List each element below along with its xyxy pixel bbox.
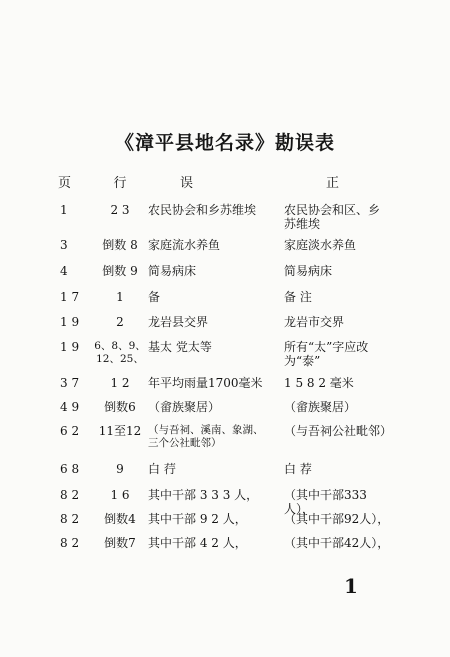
row-line: 倒数 8 bbox=[102, 238, 138, 252]
row-line: 倒数7 bbox=[104, 536, 136, 550]
row-wrong: 其中干部 4 2 人， bbox=[148, 536, 247, 550]
row-wrong: 龙岩县交界 bbox=[148, 315, 209, 329]
row-line: 2 3 bbox=[110, 203, 130, 217]
page-title: 《漳平县地名录》勘误表 bbox=[114, 132, 335, 154]
row-page: 4 9 bbox=[60, 400, 80, 414]
row-right: 1 5 8 2 毫米 bbox=[284, 376, 354, 390]
row-wrong: （畲族聚居） bbox=[148, 400, 221, 414]
row-line: 倒数6 bbox=[104, 400, 136, 414]
row-line: 1 6 bbox=[110, 488, 130, 502]
row-right: 龙岩市交界 bbox=[284, 315, 345, 329]
row-wrong: （与吾祠、溪南、象湖、 三个公社毗邻） bbox=[148, 424, 264, 449]
row-right: 所有“太”字应改 为“泰” bbox=[284, 340, 369, 368]
row-right: （畲族聚居） bbox=[284, 400, 357, 414]
row-page: 4 bbox=[60, 264, 68, 278]
row-right: （其中干部333人）， bbox=[284, 488, 367, 516]
row-right: （与吾祠公社毗邻） bbox=[284, 424, 393, 438]
header-right: 正 bbox=[326, 176, 340, 191]
row-line: 1 2 bbox=[110, 376, 130, 390]
row-wrong: 白 荇 bbox=[148, 462, 176, 476]
row-line: 倒数4 bbox=[104, 512, 136, 526]
header-line: 行 bbox=[113, 176, 127, 191]
row-page: 1 9 bbox=[60, 315, 80, 329]
row-wrong: 备 bbox=[148, 290, 161, 304]
row-right: （其中干部42人）， bbox=[284, 536, 390, 550]
row-right: 白 荐 bbox=[284, 462, 312, 476]
row-right: （其中干部92人）， bbox=[284, 512, 390, 526]
page-number: 1 bbox=[344, 574, 358, 598]
row-page: 3 bbox=[60, 238, 68, 252]
row-wrong: 农民协会和乡苏维埃 bbox=[148, 203, 257, 217]
row-page: 8 2 bbox=[60, 512, 80, 526]
row-page: 1 9 bbox=[60, 340, 80, 354]
row-page: 3 7 bbox=[60, 376, 80, 390]
row-right: 备 注 bbox=[284, 290, 312, 304]
row-wrong: 基太 党太等 bbox=[148, 340, 212, 354]
row-line: 倒数 9 bbox=[102, 264, 138, 278]
row-page: 8 2 bbox=[60, 536, 80, 550]
row-page: 6 2 bbox=[60, 424, 80, 438]
row-line: 11至12 bbox=[98, 424, 142, 438]
row-page: 6 8 bbox=[60, 462, 80, 476]
row-wrong: 简易病床 bbox=[148, 264, 197, 278]
row-line: 2 bbox=[116, 315, 124, 329]
row-right: 简易病床 bbox=[284, 264, 333, 278]
row-wrong: 年平均雨量1700毫米 bbox=[148, 376, 263, 390]
row-wrong: 其中干部 9 2 人， bbox=[148, 512, 247, 526]
row-right: 农民协会和区、乡 苏维埃 bbox=[284, 203, 381, 231]
row-line: 9 bbox=[116, 462, 124, 476]
row-page: 8 2 bbox=[60, 488, 80, 502]
row-page: 1 bbox=[60, 203, 68, 217]
row-line: 1 bbox=[116, 290, 124, 304]
row-line: 6、8、9、 12、25、 bbox=[94, 340, 146, 365]
row-wrong: 其中干部 3 3 3 人， bbox=[148, 488, 259, 502]
header-page: 页 bbox=[58, 176, 72, 191]
row-page: 1 7 bbox=[60, 290, 80, 304]
row-wrong: 家庭流水养鱼 bbox=[148, 238, 221, 252]
row-right: 家庭淡水养鱼 bbox=[284, 238, 357, 252]
header-wrong: 误 bbox=[180, 176, 194, 191]
